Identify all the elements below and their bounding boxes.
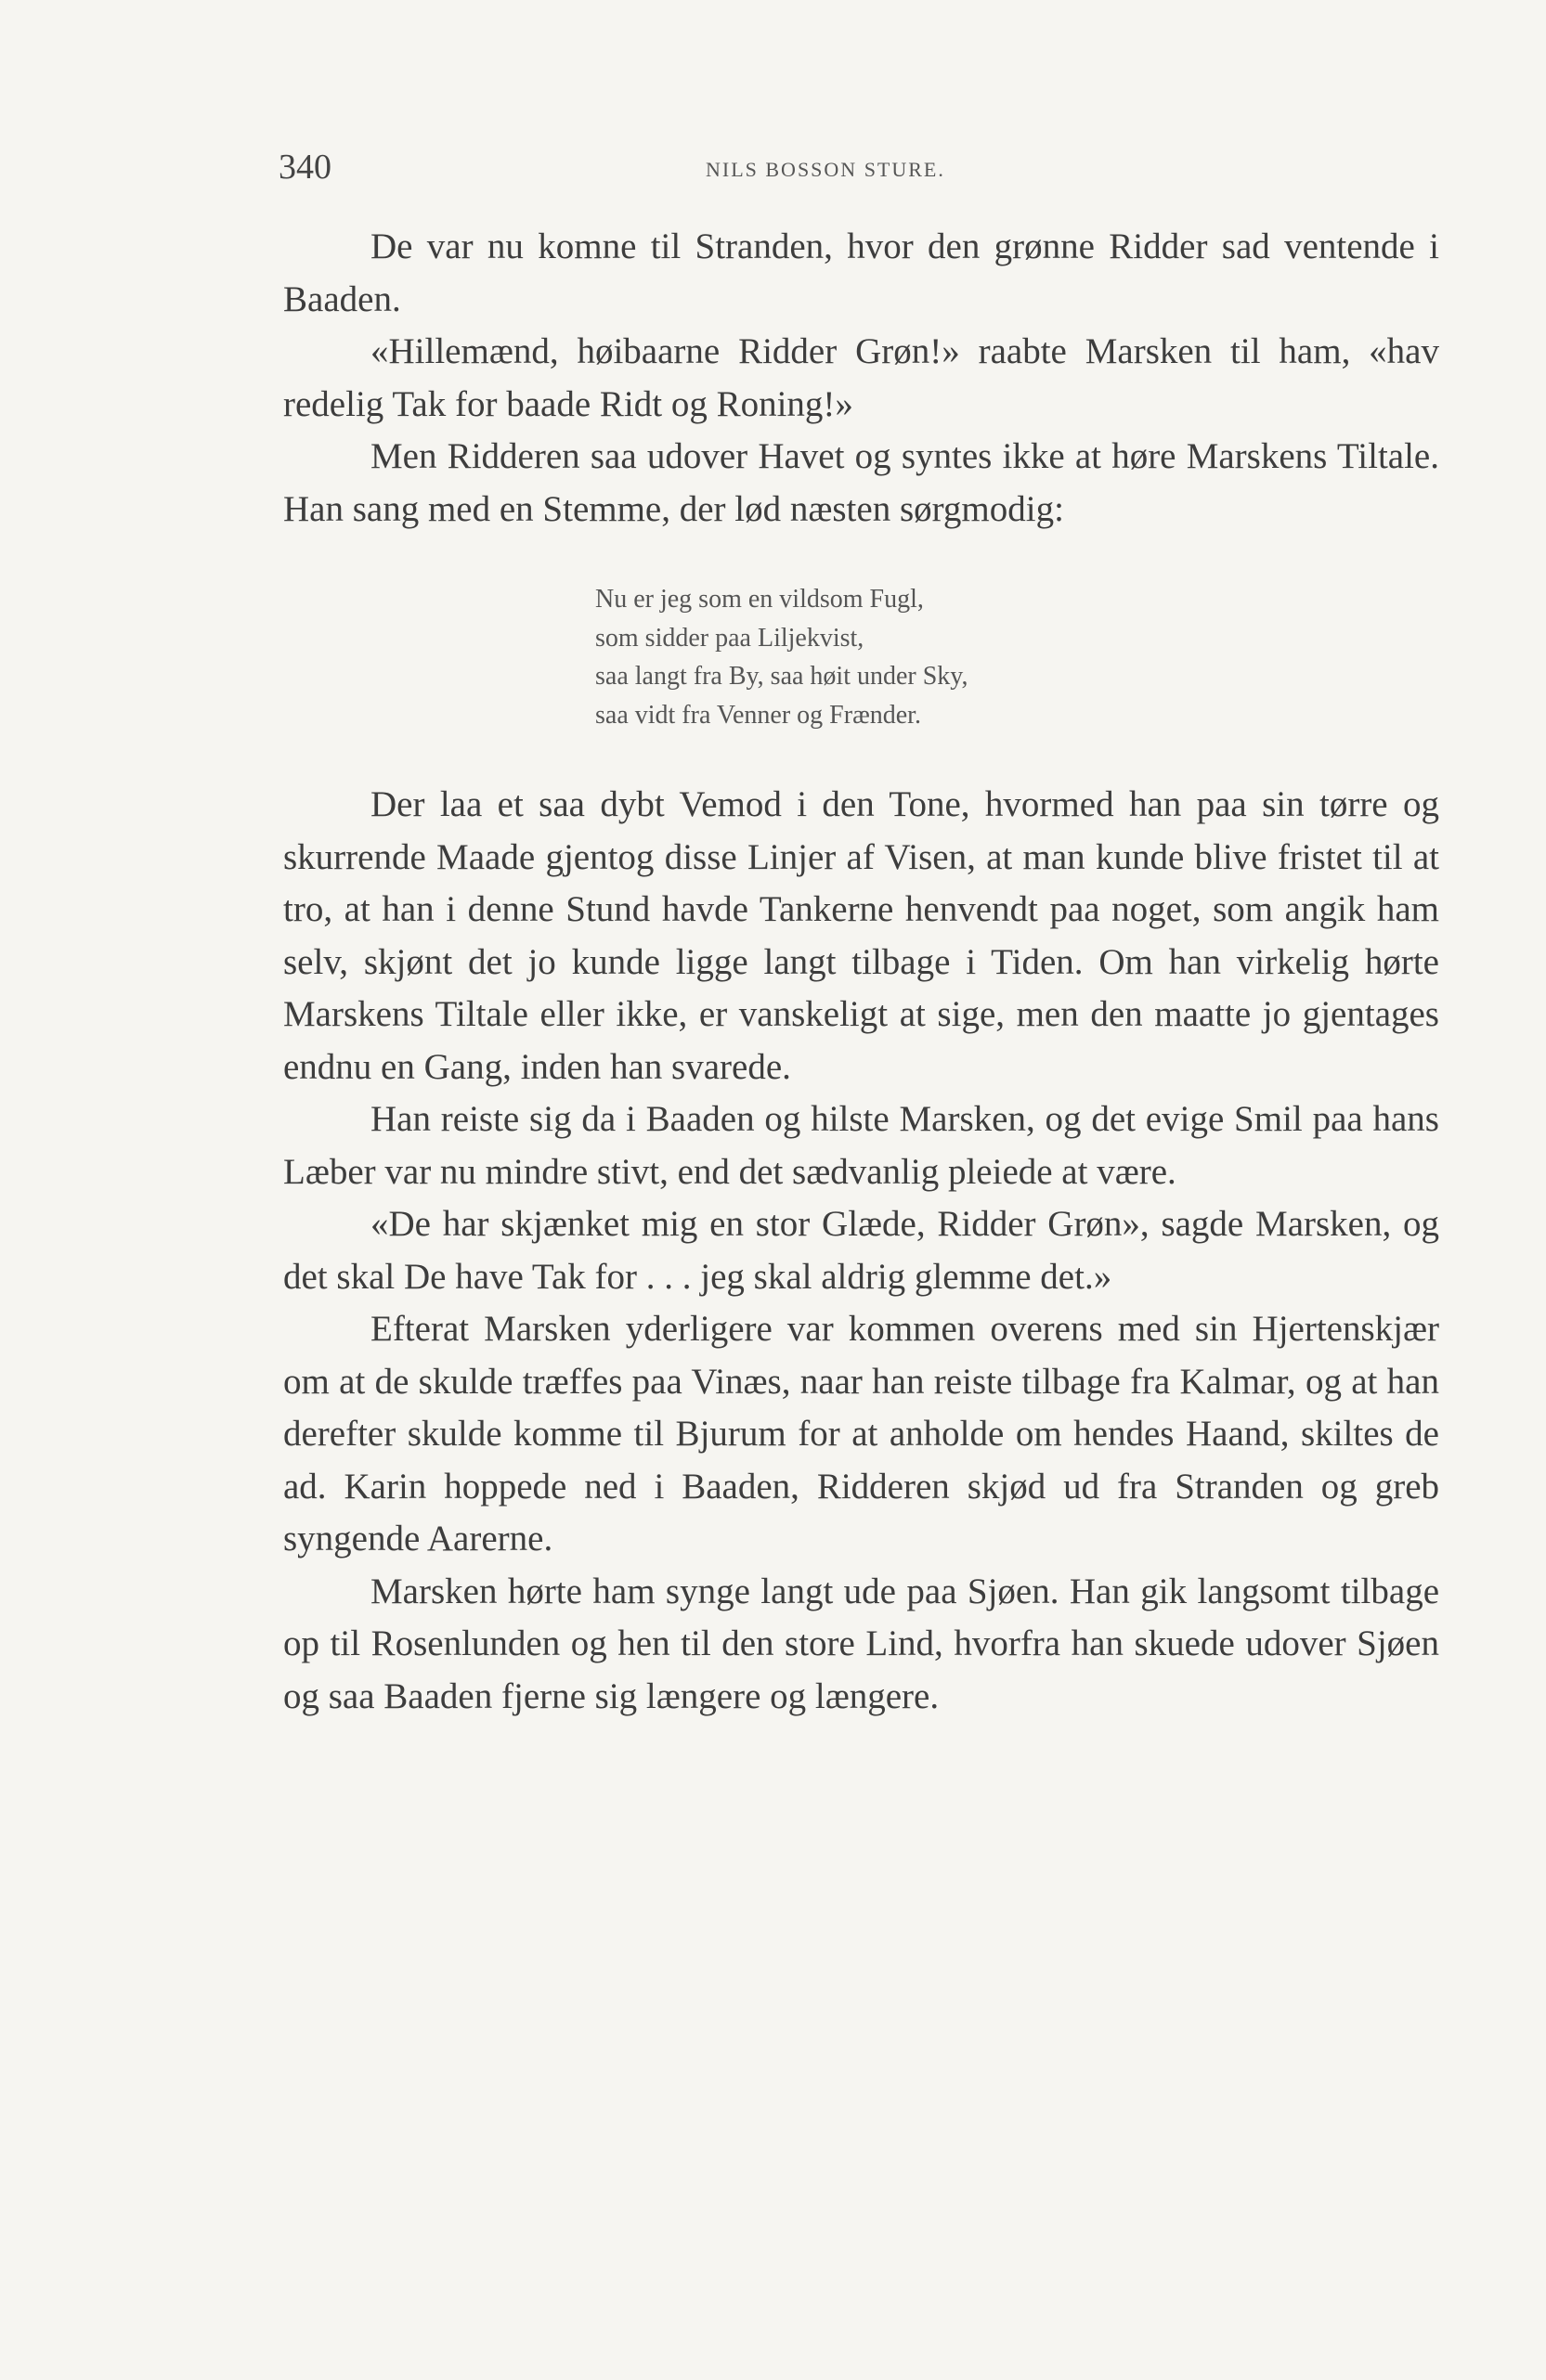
paragraph: Efterat Marsken yderligere var kommen overens med sin Hjertenskjær om at de skulde træffes paa Vinæs, naar han reiste tilbage fra Kalmar, og at han derefter skulde komme til Bjurum for at anholde om hendes Haand, skiltes de ad. Karin hoppede ned i Baaden, Ridderen skjød ud fra Stranden og greb syngende Aarerne. [283, 1309, 1439, 1559]
paragraph: Men Ridderen saa udover Havet og syntes ikke at høre Marskens Tiltale. Han sang med en Stemme, der lød næsten sørgmodig: [283, 436, 1439, 529]
verse-line: Nu er jeg som en vildsom Fugl, [595, 585, 924, 614]
paragraph: Der laa et saa dybt Vemod i den Tone, hvormed han paa sin tørre og skurrende Maade gjentog disse Linjer af Visen, at man kunde blive fristet til at tro, at han i denne Stund havde Tankerne henvendt paa noget, som angik ham selv, skjønt det jo kunde ligge langt tilbage i Tiden. Om han virkelig hørte Marskens Tiltale eller ikke, er vanskeligt at sige, men den maatte jo gjentages endnu en Gang, inden han svarede. [283, 784, 1439, 1087]
paragraph: «De har skjænket mig en stor Glæde, Ridder Grøn», sagde Marsken, og det skal De have Tak for . . . jeg skal aldrig glemme det.» [283, 1204, 1439, 1297]
running-title: NILS BOSSON STURE. [706, 158, 945, 181]
verse-block [595, 580, 1439, 734]
paragraph: Marsken hørte ham synge langt ude paa Sjøen. Han gik langsomt tilbage op til Rosenlunden og hen til den store Lind, hvorfra han skuede udover Sjøen og saa Baaden fjerne sig længere og længere. [283, 1571, 1439, 1716]
body-text [283, 221, 1439, 1723]
paragraph: Han reiste sig da i Baaden og hilste Marsken, og det evige Smil paa hans Læber var nu mindre stivt, end det sædvanlig pleiede at være. [283, 1099, 1439, 1192]
page-header [279, 147, 1439, 202]
paragraph: De var nu komne til Stranden, hvor den grønne Ridder sad ventende i Baaden. [283, 226, 1439, 319]
verse-line: saa vidt fra Venner og Frænder. [595, 700, 921, 730]
paragraph: «Hillemænd, høibaarne Ridder Grøn!» raabte Marsken til ham, «hav redelig Tak for baade Ridt og Roning!» [283, 331, 1439, 424]
verse-line: som sidder paa Liljekvist, [595, 623, 864, 653]
verse-line: saa langt fra By, saa høit under Sky, [595, 662, 968, 691]
page-number: 340 [279, 148, 331, 187]
